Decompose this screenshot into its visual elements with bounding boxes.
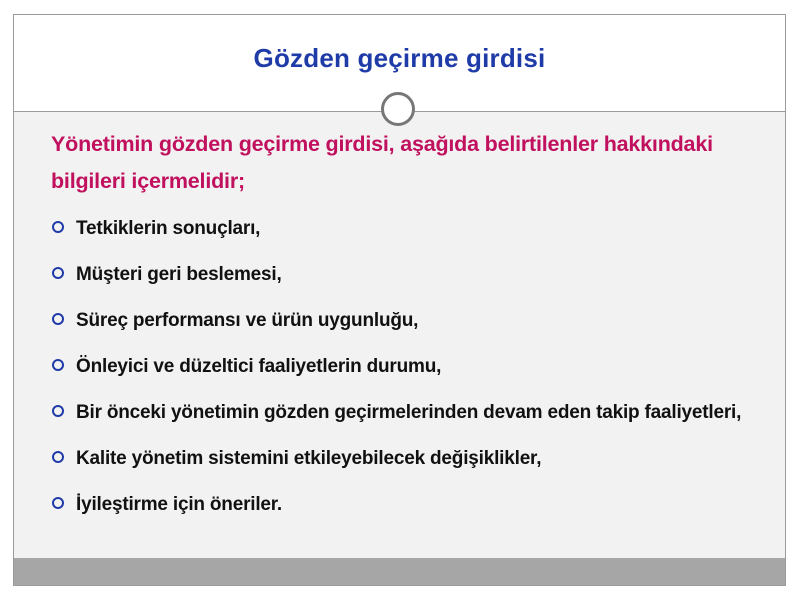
bullet-item bbox=[14, 348, 756, 385]
bullet-text: İyileştirme için öneriler. bbox=[76, 494, 283, 515]
bullet-text: Kalite yönetim sistemini etkileyebilecek değişiklikler, bbox=[76, 448, 542, 469]
slide-body bbox=[14, 112, 785, 560]
bullet-item bbox=[14, 256, 756, 293]
hollow-circle-icon bbox=[52, 405, 64, 417]
bullet-item bbox=[14, 302, 756, 339]
slide bbox=[13, 14, 786, 586]
slide-title: Gözden geçirme girdisi bbox=[253, 43, 546, 73]
hollow-circle-icon bbox=[52, 359, 64, 371]
bullet-item bbox=[14, 440, 756, 477]
hollow-circle-icon bbox=[52, 267, 64, 279]
bullet-text: Tetkiklerin sonuçları, bbox=[76, 218, 261, 239]
bullet-item bbox=[14, 210, 756, 247]
bullet-text: Önleyici ve düzeltici faaliyetlerin durumu, bbox=[76, 356, 442, 377]
hollow-circle-icon bbox=[52, 451, 64, 463]
bullet-list bbox=[14, 210, 785, 532]
bullet-text: Süreç performansı ve ürün uygunluğu, bbox=[76, 310, 419, 331]
hollow-circle-icon bbox=[52, 313, 64, 325]
bullet-item bbox=[14, 394, 756, 431]
bullet-item bbox=[14, 486, 756, 523]
bullet-text: Müşteri geri beslemesi, bbox=[76, 264, 282, 285]
footer-bar bbox=[14, 558, 785, 585]
hollow-circle-icon bbox=[52, 497, 64, 509]
bullet-text: Bir önceki yönetimin gözden geçirmelerinden devam eden takip faaliyetleri, bbox=[76, 402, 742, 423]
intro-text: Yönetimin gözden geçirme girdisi, aşağıda belirtilenler hakkındaki bilgileri içermelidir; bbox=[51, 132, 713, 193]
hollow-circle-icon bbox=[52, 221, 64, 233]
